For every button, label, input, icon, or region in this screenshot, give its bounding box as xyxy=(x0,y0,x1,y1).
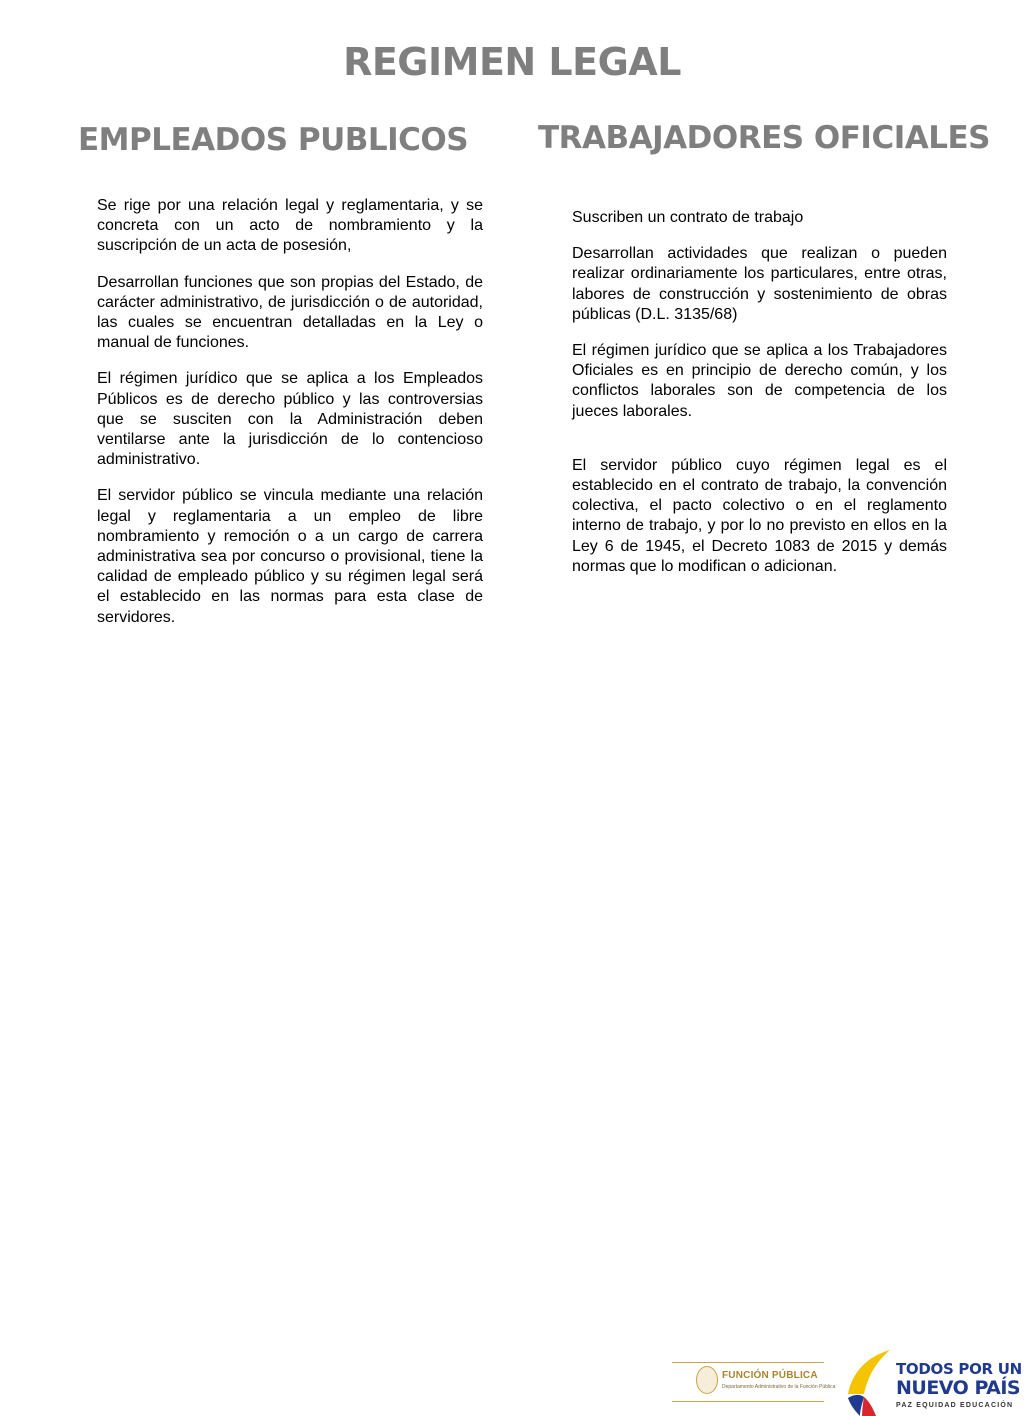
funcion-publica-name: FUNCIÓN PÚBLICA xyxy=(722,1370,818,1381)
page-title: REGIMEN LEGAL xyxy=(343,40,681,84)
left-paragraph-2: Desarrollan funciones que son propias del Estado, de carácter administrativo, de jurisdicción o de autoridad, las cuales se encuentran detalladas en la Ley o manual de funciones. xyxy=(97,273,483,352)
trabajadores-oficiales-column xyxy=(572,208,947,593)
right-paragraph-3: El régimen jurídico que se aplica a los Trabajadores Oficiales es en principio de derecho común, y los conflictos laborales son de competencia de los jueces laborales. xyxy=(572,342,947,420)
empleados-publicos-column xyxy=(97,196,483,644)
campaign-tagline: PAZ EQUIDAD EDUCACIÓN xyxy=(896,1402,1014,1409)
right-paragraph-1: Suscriben un contrato de trabajo xyxy=(572,209,804,226)
left-paragraph-4: El servidor público se vincula mediante una relación legal y reglamentaria a un empleo de libre nombramiento y remoción o a un cargo de carrera administrativa sea por concurso o provisional, tiene la calidad de empleado público y su régimen legal será el establecido en las normas para esta clase de servidores. xyxy=(97,487,483,626)
campaign-line-1: TODOS POR UN xyxy=(896,1360,1022,1378)
left-column-heading: EMPLEADOS PUBLICOS xyxy=(78,122,469,158)
colombia-flag-swoosh-icon xyxy=(846,1350,892,1416)
funcion-publica-logo xyxy=(672,1362,824,1402)
left-paragraph-1: Se rige por una relación legal y reglamentaria, y se concreta con un acto de nombramiento y la suscripción de un acta de posesión, xyxy=(97,197,483,255)
footer-logos xyxy=(0,660,1024,1409)
campaign-line-2: NUEVO PAÍS xyxy=(896,1377,1021,1399)
right-column-heading: TRABAJADORES OFICIALES xyxy=(538,120,991,156)
funcion-publica-subtitle: Departamento Administrativo de la Función Pública xyxy=(722,1384,836,1390)
colombia-coat-of-arms-icon xyxy=(696,1366,718,1394)
left-paragraph-3: El régimen jurídico que se aplica a los Empleados Públicos es de derecho público y las controversias que se susciten con la Administración deben ventilarse ante la jurisdicción de lo contencioso administrativo. xyxy=(97,370,483,469)
right-paragraph-2: Desarrollan actividades que realizan o pueden realizar ordinariamente los particulares, entre otras, labores de construcción y sostenimiento de obras públicas (D.L. 3135/68) xyxy=(572,245,947,323)
right-paragraph-4: El servidor público cuyo régimen legal es el establecido en el contrato de trabajo, la convención colectiva, el pacto colectivo o en el reglamento interno de trabajo, y por lo no previsto en ellos en la Ley 6 de 1945, el Decreto 1083 de 2015 y demás normas que lo modifican o adicionan. xyxy=(572,456,947,575)
